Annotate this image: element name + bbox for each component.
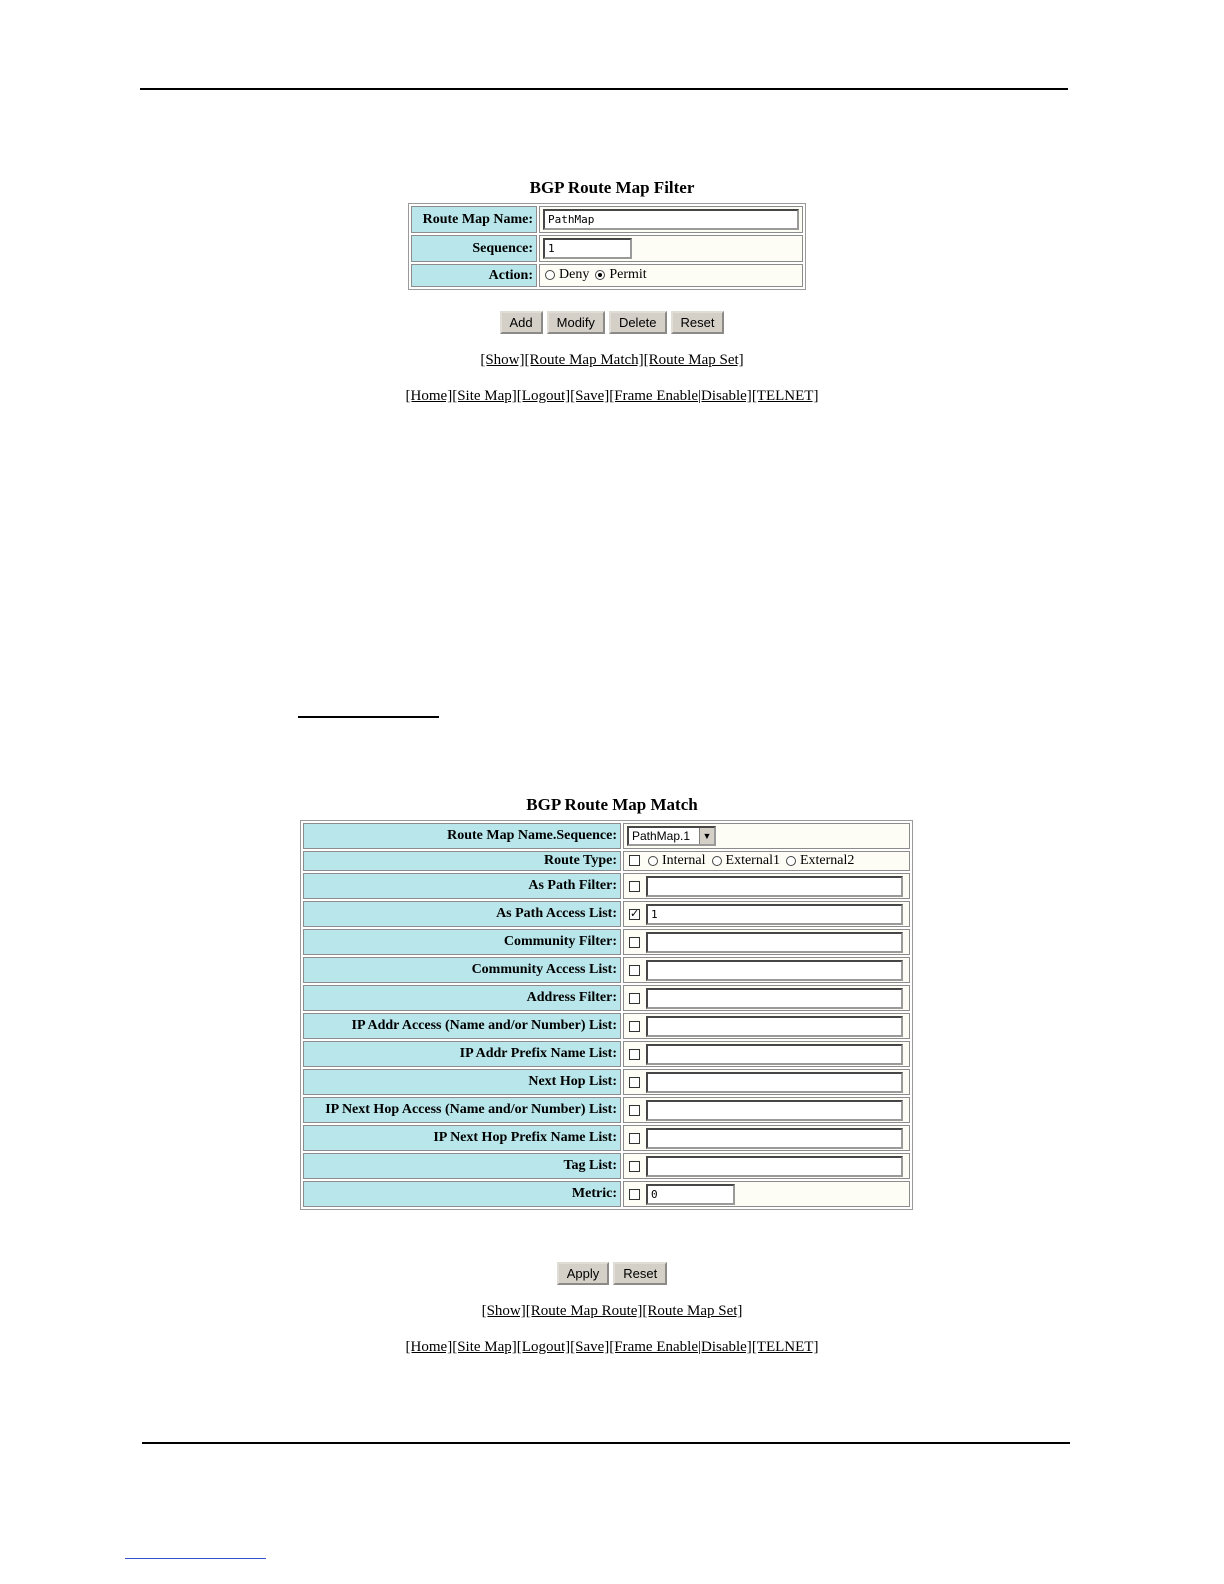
chevron-down-icon[interactable]: ▼ <box>699 828 714 844</box>
match-row-input[interactable] <box>646 1044 903 1065</box>
home-link[interactable]: [Home] <box>405 1339 453 1355</box>
match-form <box>300 820 913 1210</box>
match-row <box>303 1013 910 1039</box>
match-nav-links <box>0 1339 1224 1356</box>
match-row <box>303 1069 910 1095</box>
match-row-label: IP Next Hop Access (Name and/or Number) List: <box>303 1097 621 1123</box>
match-row-input[interactable] <box>646 1100 903 1121</box>
match-row-value-cell <box>623 1041 910 1067</box>
match-row-checkbox[interactable] <box>629 1077 640 1088</box>
save-link[interactable]: [Save] <box>570 1339 610 1355</box>
match-row-input[interactable] <box>646 988 903 1009</box>
match-row-value-cell <box>623 985 910 1011</box>
name-sequence-cell <box>623 823 910 849</box>
match-row-input[interactable] <box>646 1156 903 1177</box>
match-section-links <box>0 1303 1224 1320</box>
match-title: BGP Route Map Match <box>526 795 698 814</box>
action-deny-label: Deny <box>559 267 590 283</box>
match-row-checkbox[interactable] <box>629 881 640 892</box>
match-row-checkbox[interactable] <box>629 1049 640 1060</box>
match-row-input[interactable]: 1 <box>646 904 903 925</box>
match-row-label: IP Addr Access (Name and/or Number) List: <box>303 1013 621 1039</box>
route-type-internal-label: Internal <box>662 852 706 868</box>
match-row-value-cell <box>623 1069 910 1095</box>
match-row-input[interactable] <box>646 1128 903 1149</box>
match-reset-button[interactable]: Reset <box>613 1262 667 1285</box>
disable-link[interactable]: |Disable] <box>697 1339 752 1355</box>
action-label: Action: <box>411 264 537 287</box>
route-type-cell <box>623 851 910 871</box>
match-row-value-cell <box>623 1153 910 1179</box>
match-row-checkbox[interactable] <box>629 1161 640 1172</box>
match-row-label: Next Hop List: <box>303 1069 621 1095</box>
delete-button[interactable]: Delete <box>609 311 667 334</box>
modify-button[interactable]: Modify <box>547 311 605 334</box>
route-type-external1-label: External1 <box>725 852 780 868</box>
match-row-label: Community Filter: <box>303 929 621 955</box>
route-map-match-link[interactable]: [Route Map Match] <box>524 352 644 368</box>
site-map-link[interactable]: [Site Map] <box>452 1339 517 1355</box>
match-row <box>303 873 910 899</box>
action-cell <box>539 264 803 287</box>
action-deny-radio[interactable] <box>545 270 555 280</box>
match-row-value-cell <box>623 929 910 955</box>
filter-button-row <box>0 311 1224 334</box>
route-type-checkbox[interactable] <box>629 855 640 866</box>
route-type-external1-radio[interactable] <box>712 856 722 866</box>
match-row-value-cell <box>623 901 910 927</box>
name-sequence-value: PathMap.1 <box>632 829 691 843</box>
frame-enable-link[interactable]: [Frame Enable <box>609 1339 698 1355</box>
route-map-name-label: Route Map Name: <box>411 206 537 233</box>
match-row <box>303 901 910 927</box>
sequence-cell <box>539 235 803 262</box>
match-show-link[interactable]: [Show] <box>481 1303 526 1319</box>
home-link[interactable]: [Home] <box>405 388 453 404</box>
sequence-input[interactable]: 1 <box>543 238 632 259</box>
match-row-checkbox[interactable] <box>629 937 640 948</box>
metric-checkbox[interactable] <box>629 1189 640 1200</box>
match-row <box>303 1097 910 1123</box>
match-row-label: As Path Access List: <box>303 901 621 927</box>
match-row-input[interactable] <box>646 932 903 953</box>
name-sequence-label: Route Map Name.Sequence: <box>303 823 621 849</box>
add-button[interactable]: Add <box>500 311 543 334</box>
filter-section-links <box>0 352 1224 369</box>
match-row-input[interactable] <box>646 960 903 981</box>
match-row-value-cell <box>623 1125 910 1151</box>
match-row-value-cell <box>623 957 910 983</box>
logout-link[interactable]: [Logout] <box>516 1339 571 1355</box>
match-row-checkbox[interactable] <box>629 965 640 976</box>
site-map-link[interactable]: [Site Map] <box>452 388 517 404</box>
match-row-value-cell <box>623 873 910 899</box>
match-route-map-set-link[interactable]: [Route Map Set] <box>642 1303 743 1319</box>
match-row-checkbox[interactable] <box>629 1105 640 1116</box>
route-map-route-link[interactable]: [Route Map Route] <box>525 1303 643 1319</box>
action-permit-label: Permit <box>609 267 647 283</box>
section-rule <box>298 716 439 718</box>
filter-route-map-set-link[interactable]: [Route Map Set] <box>643 352 744 368</box>
match-row <box>303 1125 910 1151</box>
match-row-value-cell <box>623 1097 910 1123</box>
disable-link[interactable]: |Disable] <box>697 388 752 404</box>
footer-rule <box>142 1442 1070 1444</box>
match-row-input[interactable] <box>646 876 903 897</box>
route-map-name-input[interactable]: PathMap <box>543 209 799 230</box>
match-row-input[interactable] <box>646 1072 903 1093</box>
match-row-checkbox[interactable] <box>629 1021 640 1032</box>
match-row-label: Address Filter: <box>303 985 621 1011</box>
route-type-external2-radio[interactable] <box>786 856 796 866</box>
match-row-checkbox[interactable] <box>629 909 640 920</box>
match-row-label: As Path Filter: <box>303 873 621 899</box>
save-link[interactable]: [Save] <box>570 388 610 404</box>
telnet-link[interactable]: [TELNET] <box>751 1339 819 1355</box>
match-row-label: Tag List: <box>303 1153 621 1179</box>
match-row <box>303 1041 910 1067</box>
match-row-checkbox[interactable] <box>629 1133 640 1144</box>
filter-nav-links <box>0 388 1224 405</box>
name-sequence-select[interactable] <box>627 826 716 846</box>
metric-input[interactable]: 0 <box>646 1184 735 1205</box>
match-row-label: IP Next Hop Prefix Name List: <box>303 1125 621 1151</box>
match-row <box>303 929 910 955</box>
metric-label: Metric: <box>303 1181 621 1207</box>
footnote-rule <box>125 1558 266 1559</box>
match-row-value-cell <box>623 1013 910 1039</box>
match-row-input[interactable] <box>646 1016 903 1037</box>
filter-title: BGP Route Map Filter <box>529 178 695 197</box>
route-type-label: Route Type: <box>303 851 621 871</box>
metric-cell <box>623 1181 910 1207</box>
match-row <box>303 985 910 1011</box>
match-row-label: IP Addr Prefix Name List: <box>303 1041 621 1067</box>
filter-form <box>408 203 806 290</box>
match-row <box>303 1153 910 1179</box>
route-type-external2-label: External2 <box>799 852 855 868</box>
match-row-label: Community Access List: <box>303 957 621 983</box>
match-rows <box>303 873 910 1179</box>
logout-link[interactable]: [Logout] <box>516 388 571 404</box>
filter-reset-button[interactable]: Reset <box>671 311 725 334</box>
route-map-name-cell <box>539 206 803 233</box>
check-icon: ✓ <box>630 907 640 920</box>
apply-button[interactable]: Apply <box>557 1262 610 1285</box>
action-permit-radio[interactable] <box>595 270 605 280</box>
sequence-label: Sequence: <box>411 235 537 262</box>
route-type-internal-radio[interactable] <box>648 856 658 866</box>
frame-enable-link[interactable]: [Frame Enable <box>609 388 698 404</box>
match-row-checkbox[interactable] <box>629 993 640 1004</box>
telnet-link[interactable]: [TELNET] <box>751 388 819 404</box>
filter-show-link[interactable]: [Show] <box>480 352 525 368</box>
match-button-row <box>0 1262 1224 1285</box>
match-row <box>303 957 910 983</box>
header-rule <box>140 88 1068 90</box>
